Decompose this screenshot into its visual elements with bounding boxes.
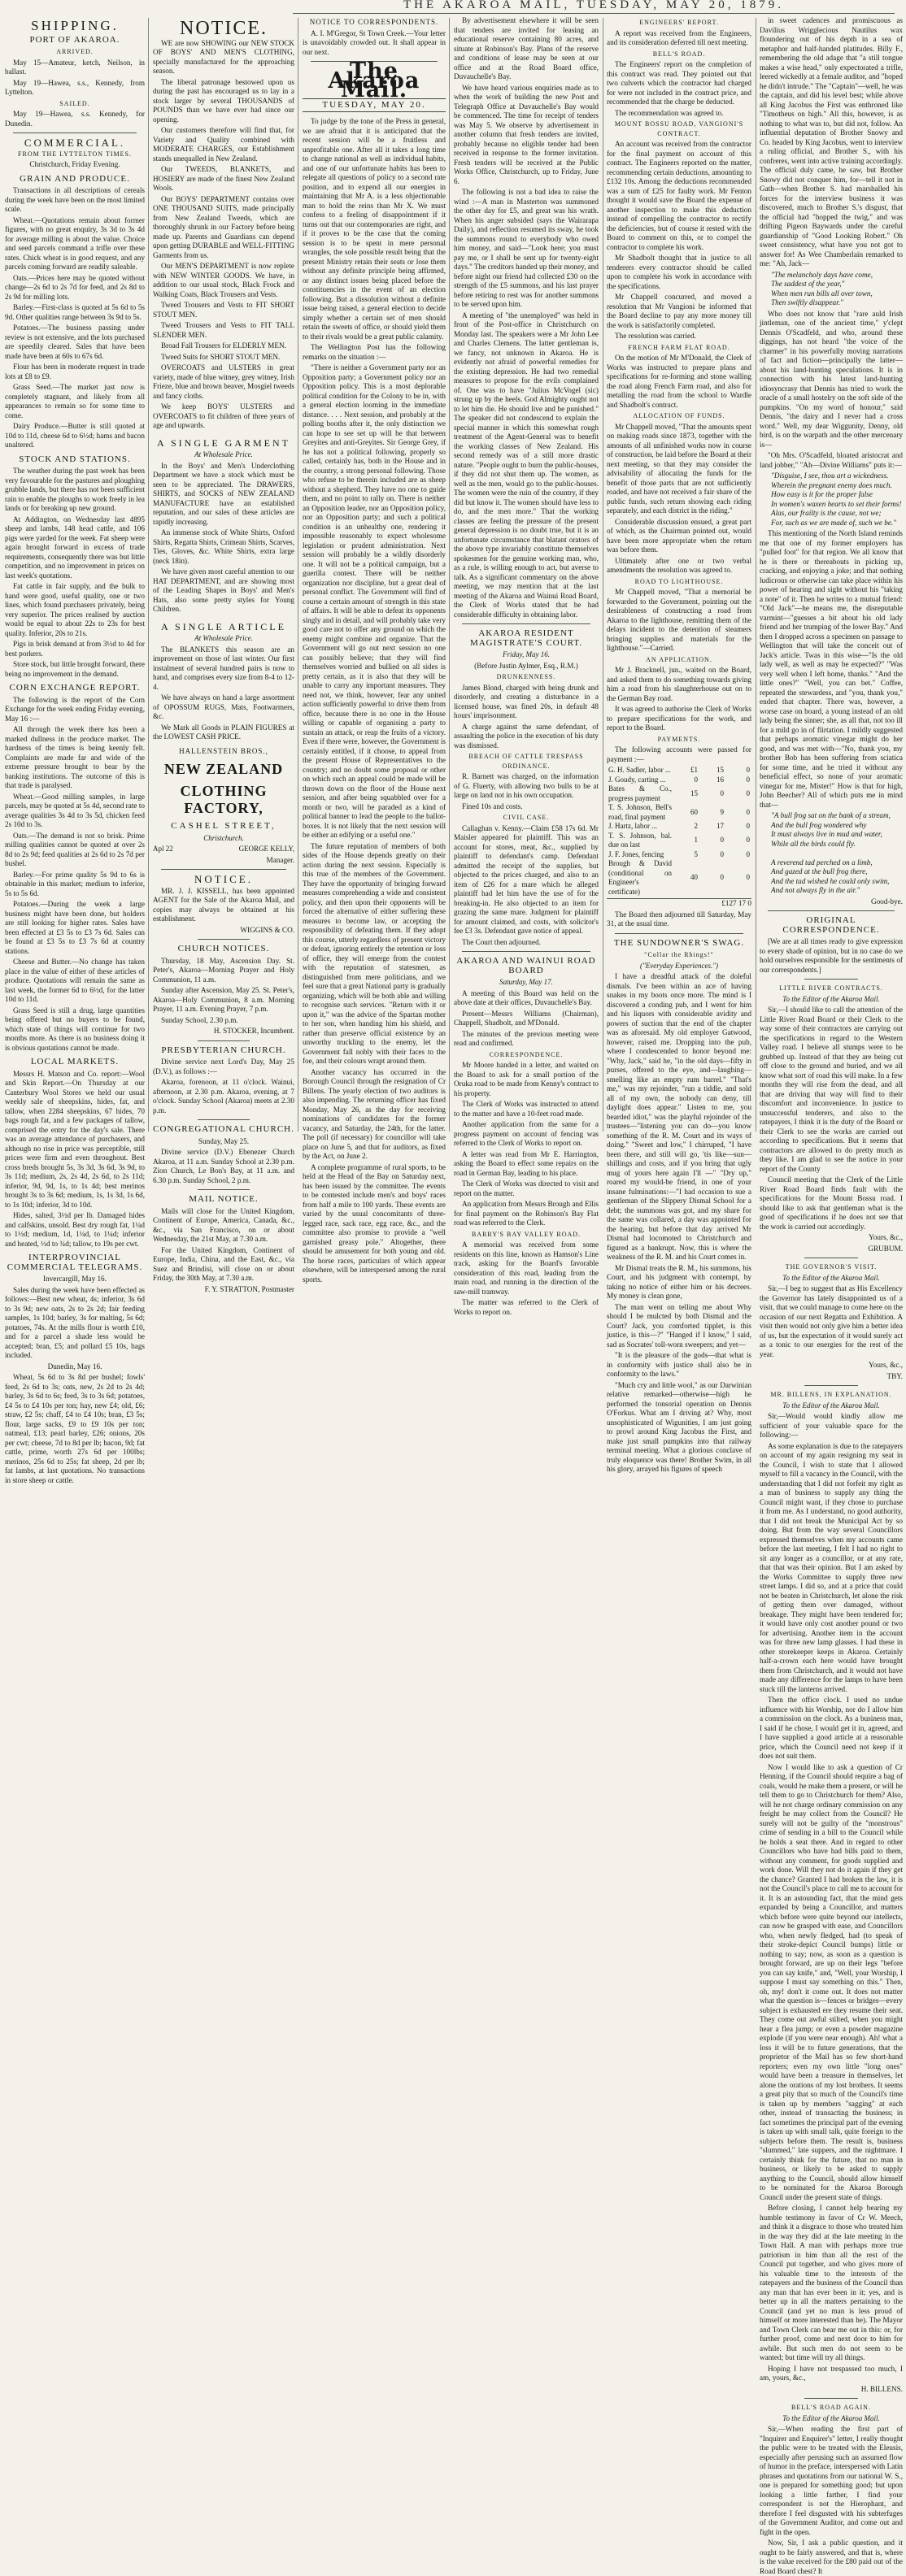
paragraph: Barley.—First-class is quoted at 5s 6d to 5s 9d. Other qualities range between 3s 9d to 5s. bbox=[5, 303, 145, 321]
firm-name: HALLENSTEIN BROS., bbox=[179, 746, 268, 755]
dateline: Sunday, May 25. bbox=[198, 1136, 250, 1145]
ledger-pounds: 1 bbox=[694, 836, 698, 845]
paragraph: As some explanation is due to the ratepayers on account of my again resigning my seat in the Council, I wish to state that I allowed myself to fill a vacancy in the Council, with the understanding that I did not forfeit my right as a man of business to supply any thing the Council might want, if they chose to purchase it from me. As I understand, no good authority, that I did not break the Municipal Act by so doing. But from the way several Councillors expressed themselves when my accounts came before the last meeting, I felt I had no right to sit any longer as a councillor, or at any rate, that that was their opinion. But I am asked by the Works Committee to supply three new street lamps. I did so, and at a price that could not be beaten in Christchurch, let alone the risk of getting them over damaged, without breakage. They might have been tendered for; it would have only cost another pound or two for advertising. Another item in the account was for three new lamp glasses. I had these in other storekeeper keeps in Akaroa. Certainly half-a-crown each here would have brought them from Christchurch, and it would not have made any difference for the lamps to have been stuck till the lanterns arrived. bbox=[760, 1441, 903, 1693]
paragraph: The resolution was carried. bbox=[615, 332, 697, 340]
letter-salutation: To the Editor of the Akaroa Mail. bbox=[782, 1273, 880, 1282]
ledger-item: J. Hartz, labor ... bbox=[608, 822, 657, 830]
grain-heading: GRAIN AND PRODUCE. bbox=[20, 173, 130, 184]
paragraph: "Much cry and little wool," as our Darwinian relative remarked—otherwise—high he performed the tonsorial operation on Dennis O'Forkus. What am I driving at? Why, most unsophisticated of Wigunities, I am just going to prowl around King Jacobus the First, and make just small pumpkins into that railway terminal meeting. What a glorious conclave of truly eloquence was there! Brother Swim, in all his glory, arrayed his figures of speech bbox=[607, 1380, 751, 1473]
paragraph: Mr Dismal treats the R. M., his summons, his Court, and his judgment with contempt, by taking no notice of either him or his decrees. My money is clean gone, bbox=[607, 1263, 751, 1300]
orig-heading: ORIGINAL CORRESPONDENCE. bbox=[782, 915, 880, 935]
ledger-pence: 0 bbox=[746, 807, 750, 816]
paragraph: Divine service (D.V.) Ebenezer Church Akaroa, at 11 a.m. Sunday School at 2.30 p.m. Zion Church, Le Bon's Bay, at 11 a.m. and 6.30 p.m. Sunday School, 2 p.m. bbox=[153, 1148, 294, 1184]
letter-salutation: To the Editor of the Akaroa Mail. bbox=[782, 2413, 880, 2422]
garment-subheading: At Wholesale Price. bbox=[194, 450, 253, 458]
factory-line-2: CLOTHING FACTORY, bbox=[180, 783, 268, 816]
paragraph: Sir,—When reading the first part of "Inquirer and Enquirer's" letter, I really thought the public were to be treated with the Eleusis, especially after perusing such an assumed flow of humor in the preface, interspersed with Latin phrases and quotations from our national W. S., one is prepared for something good; but upon looking a little farther, I find your correspondent is not the Hierophant, and therefore I feel disgusted with his subterfuges of the Government Auditor, and come out and fight in the open. bbox=[760, 2425, 903, 2536]
divider bbox=[198, 1040, 250, 1041]
notice2-heading: NOTICE. bbox=[194, 873, 253, 885]
paragraph: The man went on telling me about Why should I be mulcted by both Dismal and the Court? Jack, you comforted tipplet, is this justice, is this—?" "Hanged if I know," I said, sad as Socrates' toll-worn sweepers; and yet— bbox=[607, 1302, 751, 1349]
presby-heading: PRESBYTERIAN CHURCH. bbox=[161, 1045, 286, 1055]
paragraph: Our customers therefore will find that, for Variety and Quality combined with MODERATE CHARGES, our Establishment stands unequalled in New Zealand. bbox=[153, 126, 294, 163]
ledger-pounds: 60 bbox=[690, 807, 698, 816]
paragraph: The Court then adjourned. bbox=[462, 937, 541, 946]
paragraph: MR. J. J. KISSELL, has been appointed AGENT for the Sale of the Akaroa Mail, and copies may always be obtained at his establishment. bbox=[153, 886, 294, 923]
civil-heading: CIVIL CASE. bbox=[503, 814, 550, 821]
paragraph: Hoping I have not trespassed too much, I am, yours, &c., bbox=[760, 2364, 903, 2382]
board-date: Saturday, May 17. bbox=[499, 978, 553, 986]
court-date: Friday, May 16. bbox=[503, 650, 550, 658]
paragraph: Broad Fall Trousers for ELDERLY MEN. bbox=[161, 341, 286, 350]
mail-heading: MAIL NOTICE. bbox=[189, 1194, 259, 1204]
paragraph: Oats.—Prices here may be quoted without change—2s 6d to 2s 7d for feed, and 2s 8d to 2s 9d for milling lots. bbox=[5, 273, 145, 301]
divider bbox=[615, 933, 743, 934]
ledger-pounds: £1 bbox=[690, 766, 698, 774]
ledger-row bbox=[607, 766, 751, 775]
paragraph: Tweed Trousers and Vests to FIT TALL SLENDER MEN. bbox=[153, 321, 294, 339]
divider bbox=[462, 623, 590, 624]
gov-heading: THE GOVERNOR'S VISIT. bbox=[785, 1263, 878, 1271]
ledger-item: T. S. Johnson, Bell's road, final payment bbox=[608, 803, 672, 821]
ledger-shillings: 9 bbox=[720, 807, 724, 816]
eng-heading: ENGINEERS' REPORT. bbox=[639, 19, 719, 26]
barrys-heading: BARRY'S BAY VALLEY ROAD. bbox=[471, 1230, 581, 1238]
paragraph: Then the office clock. I used no undue influence with his Worship, nor do I allow him a commission on the clock. As a business man, I said if he chose, I would get it in, agreed, and I have supplied a good article at a reasonable price, which the Council need not keep if it does not suit them. bbox=[760, 1696, 903, 1760]
billens-heading: MR. BILLENS, IN EXPLANATION. bbox=[770, 1391, 892, 1398]
paragraph: Callaghan v. Kenny.—Claim £58 17s 6d. Mr Maisler appeared for plaintiff. This was an account for stores, meat, &c., supplied by plaintiff to defendant's camp. Defendant admitted the receipt of the supplies, but objected to the prices charged, and also to an item of £26 for a mare which he alleged plaintiff had let him have the use of for the breaking-in. He also objected to an item for grazing the same mare. Judgment for plaintiff for amount claimed, and costs, with solicitor's fee £3 3s. Defendant gave notice of appeal. bbox=[454, 823, 599, 935]
board-heading: AKAROA AND WAINUI ROAD BOARD bbox=[456, 956, 596, 975]
sailing-entry: May 19—Hawea, s.s. Kennedy, for Dunedin. bbox=[5, 110, 145, 128]
paragraph: The BLANKETS this season are an improvement on those of last winter. Our first instalment of several hundred pairs is now to hand, and comprises every size from 8-4 to 12-4. bbox=[153, 645, 294, 691]
ledger-shillings: 0 bbox=[720, 836, 724, 845]
paragraph: Council meeting that the Clerk of the Little River Road Board finds fault with the specifications for the Mount Bossu road. I should like to ask that gentleman what is the good of specifications if he does not see that the work is carried out accordingly. bbox=[760, 1175, 903, 1231]
paragraph: It was agreed to authorise the Clerk of Works to prepare specifications for the work, and report to the Board. bbox=[607, 705, 751, 732]
corn-heading: CORN EXCHANGE REPORT. bbox=[9, 683, 141, 693]
divider bbox=[804, 979, 858, 980]
signature: H. BILLENS. bbox=[860, 2384, 903, 2393]
verse: "The melancholy days have come, The saddest of the year," When men run bills all over town, Then swiftly disappear." bbox=[771, 270, 873, 306]
ledger-shillings: 0 bbox=[720, 849, 724, 858]
manager-row bbox=[153, 845, 294, 854]
paragraph: Thursday, 18 May, Ascension Day. St. Peter's, Akaroa—Morning Prayer and Holy Communion, 11 a.m. bbox=[153, 956, 294, 984]
paragraph: in sweet cadences and promiscuous as Davilius Wrigglecious Nautilus wax floundering out of his depth in a sea of metaphor and half-handed platitudes. Billy F., remembering the old adage that "a still tongue makes a wise head," only expectorated a trifle, leered wickedly at a female auditor, and "hoped he didn't intrude." The "Captain"—well, he was the captain, and did his level best; while above all King Jacobus the First was enthroned like "Timotheus on high." All this, however, is as nothing to what was to, but did not, follow. An influential deputation of Brother Snowy and Co. headed by King Jacobus, went to interview a ruling official, and Brother S., with his confreres, went into active training accordingly. The official duly came, he saw, but Brother Snowy did not conquer him, for—tell it not in Gath—when Brother S. had marshalled his forces for the interview business it was discovered, much to Brother S.'s disgust, that the official had "hopped the twig," and was drifting Pigeon Baywards under the careful guardianship of "Good Looking Robert." Oh sweet consistency, what have you not got to answer for! As Wee Chamberlain remarked to me: "Ah, Jack— bbox=[760, 16, 903, 267]
paragraph: We have given most careful attention to our HAT DEPARTMENT, and are showing most of the Leading Shapes in Boys' and Men's Hats, also some pretty styles for Young Children. bbox=[153, 567, 294, 613]
paragraph: Another vacancy has occurred in the Borough Council through the resignation of Cr Billens. The yearly election of two auditors is also impending. The returning officer has fixed Monday, May 26, as the day for receiving nominations of candidates for the former vacancy, and Saturday, the 24th, for the latter. The poll (if necessary) for councillor will take place on June 5, and that for auditors, as fixed by the Act, on June 2. bbox=[303, 1067, 446, 1160]
bellsroad-heading: BELL'S ROAD AGAIN. bbox=[791, 2404, 871, 2411]
paragraph: Now I would like to ask a question of Cr Henning, if the Council should require a bag of coals, would he make them a present, or will he tell them to go to Christchurch for them? Also, will he not charge ordinary commission on any freight he may collect from the Council? He surely will not be guilty of the "monstrous" crime of sending in a bill to the Council while he holds a seat there. And in regard to other Councillors who have had bills paid to them, without any comment, for goods supplied and work done. Will they not do it again if they get the chance? Granted I had broken the law, it is not the Council's place to call me to account for it. It is an astounding fact, that the mind gets expanded by being a Councillor, and matters which before were quite beyond our intellects, can now be grasped with ease, and Councillors who, when newly fledged, had (to speak of their stroke-depict Council bumps) little or nothing to say; now, as soon as a question is brought forward, are up on their legs "before you can say knife," and, "Well, your Worship, I suppose I must say something on this." Then, oh, my! don't it come out. It does not matter what the question is—fences or bridges—every subject is exhausted ere they resume their seat. They come out awful stilted, when you might hear a flea jump; or even a powder magazine explode (if you were near enough). Ah! what a loss it will be to future generations, that the proprietor of the Mail has so few short-hand reporters; even my own little "long ones" would have been a treasure in themselves, let alone the orations of my lost brothers. It seems a great pity that so much of the Council's time is taken up by members "sagging" at each other, instead of transacting the business; in fact sometimes the principal part of the evening is taken up with small talk, quite foreign to the subjects before them. The result is, business "slummed," late suppers, and the nightmare. I certainly think for the future, that no man in business, or likely to be asked to supply anything to the Council, should allow himself to be nominated for the Akaroa Borough Council under the present state of things. bbox=[760, 1762, 903, 2201]
paragraph: Potatoes.—The business passing under review is not extensive, and the lots purchased are speedily cleared. Sales that have been made have been at 60s to 67s 6d. bbox=[5, 324, 145, 360]
paragraph: Another application from the same for a progress payment on account of fencing was referred to the Clerk of Works to report on. bbox=[454, 1120, 599, 1147]
ledger-pounds: 5 bbox=[694, 849, 698, 858]
divider bbox=[768, 910, 895, 911]
paragraph: Oats.—The demand is not so brisk. Prime milling qualities cannot be quoted at over 2s 8d to 2s 9d; feed qualities at 2s 6d to 2s 7d per bushel. bbox=[5, 831, 145, 867]
paragraph: Wheat.—Quotations remain about former figures, with no great enquiry, 3s 3d to 3s 4d for average milling is about the value. Choice and seed parcels command a trifle over these rates. Chick wheat is in good request, and any parcels coming forward are readily saleable. bbox=[5, 215, 145, 271]
paragraph: For the United Kingdom, Continent of Europe, India, China, and the East, &c., via Suez and Brindisi, will close on or about Friday, the 30th May, at 7.30 a.m. bbox=[153, 1245, 294, 1282]
bells-heading: BELL'S ROAD. bbox=[652, 50, 706, 58]
ledger-shillings: 17 bbox=[717, 822, 724, 830]
paragraph: A charge against the same defendant, of assaulting the police in the execution of his duty was dismissed. bbox=[454, 722, 599, 749]
running-head: THE AKAROA MAIL, TUESDAY, MAY 20, 1879. bbox=[293, 0, 895, 14]
paragraph: Sir,—I beg to suggest that as His Excellency the Governor has lately disappointed us of a visit, that we could manage to come here on the occasion of our next Regatta and Exhibition. A visit then would not only give him a better idea of us, but the expectation of it would surely act as a tonic to our energies for the rest of the year. bbox=[760, 1284, 903, 1358]
dateline: Christchurch, Friday Evening. bbox=[29, 160, 120, 168]
street-address: CASHEL STREET, bbox=[171, 821, 277, 831]
city: Christchurch. bbox=[203, 833, 244, 842]
paragraph: The Board then adjourned till Saturday, May 31, at the usual time. bbox=[607, 910, 751, 927]
ledger-pence: 0 bbox=[746, 822, 750, 830]
paragraph: A memorial was received from some residents on this line, known as Hamson's Line track, asking for the Board's favorable consideration of this road, leading from the main road, and running in the direction of the saw-mill tramway. bbox=[454, 1240, 599, 1296]
article-subheading: At Wholesale Price. bbox=[194, 634, 253, 642]
paragraph: The following accounts were passed for payment :— bbox=[607, 745, 751, 763]
paragraph: Flour has been in moderate request in trade lots at £8 to £9. bbox=[5, 363, 145, 380]
paragraph: An immense stock of White Shirts, Oxford Shirts, Regatta Shirts, Crimean Shirts, Scarves, Ties, Gloves, &c. White Shirts, extra large (neck 18in). bbox=[153, 528, 294, 565]
editor-note: [We are at all times ready to give expression to every shade of opinion, but in no case do we hold ourselves responsible for the sentiments of our correspondents.] bbox=[760, 937, 903, 974]
paragraph: A report was received from the Engineers, and its consideration deferred till next meeting. bbox=[607, 28, 751, 46]
letter-salutation: To the Editor of the Akaroa Mail. bbox=[782, 1401, 880, 1410]
paragraph: R. Barnett was charged, on the information of G. Fluerty, with allowing two bulls to be at large on land not in his own occupation. bbox=[454, 772, 599, 799]
ledger-item: Brough & David (conditional on Engineer's certificate) bbox=[608, 859, 672, 896]
factory-line-1: NEW ZEALAND bbox=[163, 761, 284, 777]
paragraph: Transactions in all descriptions of cereals during the week have been on the most limited scale. bbox=[5, 186, 145, 213]
paragraph: WE are now SHOWING our NEW STOCK OF BOYS' AND MEN'S CLOTHING, specially manufactured for the approaching season. bbox=[153, 38, 294, 75]
paragraph: This mentioning of the North Island reminds me that one of my former employers has "pulled foot" for that region. We all know that he is there or thereabouts in picking up, cracking, and enjoying a joke; and that nothing ludicrous or otherwise can take place within his power of hearing and sight without his "taking a note" of it. Then he writes to a mutual friend: "Old Jack"—he means me, the disreputable varmint—"guesses a bit about his old lady friend and her trumping of the lower Bay." And then I dropped across a specimen on passage to Wellington that will take the conceit out of Jack's article. Twas in this wise—"Is the old lady well, as well as may be expected?" "Was very well when I left home, thanks." "And the little ones?" "Well, you can bet." Coffee, repeated the stewardess, and "you, thank you," ended that chapter. There was, however, a worse case on board, a young instead of an old lady being the sinner; she, as all that, not too ill for a mild go in of flirtation. I mildly suggested that perhaps aromatic vinegar might do her good, and was met with—"No, thank you, my brother Bob has been suffering from sciatica for some time, and he tried it without any beneficial effect, so none of your aromatic vinegar for me, Mister!" How is that for high, John Beecher? All of which puts me in mind that— bbox=[760, 529, 903, 809]
light-heading: ROAD TO LIGHTHOUSE. bbox=[634, 577, 724, 585]
congr-heading: CONGREGATIONAL CHURCH. bbox=[153, 1124, 294, 1134]
signature: Yours, &c., bbox=[869, 1361, 903, 1369]
verse: "Disguise, I see, thou art a wickedness. Wherein the pregnant enemy does much. How easy is it for the proper false In women's waxen hearts to set their forms! Alas, our frailty is the cause, not we; For, such as we are made of, such we be." bbox=[771, 471, 902, 527]
paragraph: To judge by the tone of the Press in general, we are afraid that it is anticipated that the recent session will be a fruitless and unprofitable one. After all it takes a long time to change national as well as individual habits, and one of our unfortunate habits has been to relegate all questions of policy to a second rate position, and to expend all our energies in maintaining that Mr A. is a less objectionable man to hold the reins than Mr X. We must confess to a feeling of disappointment if it turns out that our contemporaries are right, and if it proves to be the case that the coming session is to be spent in mere personal wrangles, the sole possible result being that the present Ministry retain their seats or lose them without any definite principle being affirmed, or any distinct issues being placed before the constituencies in the event of an election following. But a dissolution without a definite issue being raised, a general election to decide simply whether a certain set of men should retain the sweets of office, or should yield them to their rivals would be a great public calamity. bbox=[303, 117, 446, 341]
divider bbox=[198, 1189, 250, 1190]
paragraph: "There is neither a Government party nor an Opposition party; a Government policy nor an Opposition policy. This is a most deplorable political condition for the Colony to be in, with a general election looming in the immediate distance. . . . Next session, and probably at the polling booths after it, the only distinction we can hope to see set up will be that between Greyites and anti-Greyites. Sir George Grey, if he has not a political following, properly so called, certainly has, both in the House and in the country, a strong personal following. Those who refuse to be therein included are as sheep without a shepherd. They have no one to guide them, and no point to rally on. There is neither an Opposition leader, nor an Opposition policy, nor an Opposition party; and such a political condition is an unhealthy one, rendering it impossible reasonably to expect wholesome legislation or prudent administration. Next session will probably be a wildly disorderly one. It will not be a political campaign, but a guerilla contest. There will be neither organization nor discipline, but a great deal of personal conflict. The Government will find of course a certain amount of strength in this state of affairs. It will be able to defeat its opponents singly and in detail, and will probably take very good care not to offer any ground on which the enemy might combine and organize. That the Government will go out next session no one can possibly believe; that they will find themselves worried and bullied on all sides is pretty certain, as it is also that they will be unable to carry any important measures. They need not, we think, however, fear any united action sufficiently powerful to drive them from office, because there is no one in the House willing or capable of organising a party to sustain an attack, or reap the fruits of a victory. Even if there were, however, the Government is certainly entitled, if it choose, to appeal from the present House of Representatives to the country; and no doubt some proposal or other on which such an appeal could be made will be thrown down on the floor of the House next session, and after being squabbled over for a month or two, will be paraded as a kind of political banner to lead the people to the ballot-boxes. It is not likely that the next session will be either an edifying or a useful one." bbox=[303, 363, 446, 839]
paragraph: Present—Messrs Williams (Chairman), Chappell, Shadbolt, and M'Donald. bbox=[454, 1009, 599, 1027]
ledger-pence: 0 bbox=[746, 836, 750, 845]
paragraph: Our MEN'S DEPARTMENT is now replete with NEW WINTER GOODS. We have, in addition to our usual stock, Black Frock and Walking Coats, Black Trousers and Vests. bbox=[153, 262, 294, 298]
ledger-row bbox=[607, 803, 751, 822]
paragraph: We keep BOYS' ULSTERS and OVERCOATS to fit children of three years of age and upwards. bbox=[153, 402, 294, 429]
paragraph: In the Boys' and Men's Underclothing Department we have a stock which must be seen to be appreciated. The DRAWERS, SHIRTS, and SOCKS of NEW ZEALAND MANUFACTURE have an established reputation, and our sales of these articles are rapidly increasing. bbox=[153, 461, 294, 526]
ledger-shillings: 15 bbox=[717, 766, 724, 774]
column-4 bbox=[454, 16, 599, 1316]
paragraph: By advertisement elsewhere it will be seen that tenders are invited for leasing an educational reserve containing 80 acres, and situate at Robinson's Bay. Plans of the reserve and conditions of lease may be seen at our office and at the Road Board office, Duvauchelle's Bay. bbox=[454, 16, 599, 80]
ledger-shillings: 16 bbox=[717, 775, 724, 784]
paragraph: The matter was referred to the Clerk of Works to report on. bbox=[454, 1298, 599, 1316]
paragraph: Cheese and Butter.—No change has taken place in the value of either of these articles of produce. Quotations will remain the same as last week, the former 6d to 6½d, for the latter 10d to 11d. bbox=[5, 958, 145, 1003]
manager-date: Apl 22 bbox=[153, 845, 173, 853]
paragraph: Sir,—I should like to call the attention of the Little River Road Board or their Clerk to the way some of their contractors are carrying out the specifications in regard to the Western Valley road. I believe all stumps were to be grubbed up. Instead of that they are being cut off close to the ground and buried, and we all know what sort of road this will make. In a few months they will rise from the dead, and all that are driving that way will find to their discomfort and inconvenience. In justice to unsuccessful tenderers, and also to the ratepayers, I think it is the duty of the Board or their Clerk to see the works are carried out according to specifications. But it seems that contractors are allowed to do pretty much as they like. I am glad to see the notice in your report of the County bbox=[760, 1006, 903, 1173]
divider bbox=[462, 951, 590, 952]
paragraph: A complete programme of rural sports, to be held at the Head of the Bay on Saturday next, has been issued by the committee. The events to be contested include men's and boys' races from half a mile to 100 yards. These events are varied by the usual concomitants of three-legged race, sack race, egg race, &c., and the committee also promise to provide a "well garnished greasy pole." Altogether, there should be amusement for both young and old. The horse races, particulars of which appear elsewhere, will be interspersed among the rural sports. bbox=[303, 1162, 446, 1284]
payments-table bbox=[607, 766, 751, 897]
ledger-row bbox=[607, 850, 751, 860]
drunk-heading: DRUNKENNESS. bbox=[496, 673, 556, 680]
paragraph: A letter was read from Mr E. Harrington, asking the Board to effect some repairs on the road in German Bay, leading to his place. bbox=[454, 1149, 599, 1177]
article-heading: A SINGLE ARTICLE bbox=[161, 620, 286, 632]
paragraph: James Blond, charged with being drunk and disorderly, and creating a disturbance in a licensed house, was fined 20s, in default 48 hours' imprisonment. bbox=[454, 683, 599, 719]
signature: WIGGINS & CO. bbox=[240, 925, 294, 934]
swag-heading: THE SUNDOWNER'S SWAG. bbox=[613, 937, 745, 948]
paragraph: A meeting of this Board was held on the above date at their offices, Duvauchelle's Bay. bbox=[454, 988, 599, 1006]
paragraph: Mr Chappell concurred, and moved a resolution that Mr Vangioni be informed that the Board decline to pay any more money till the work is satisfactorily completed. bbox=[607, 293, 751, 329]
paragraph: Mails will close for the United Kingdom, Continent of Europe, America, Canada, &c., &c., via San Francisco, on or about Wednesday, the 21st May, at 7.30 a.m. bbox=[153, 1206, 294, 1243]
ledger-pounds: 15 bbox=[690, 788, 698, 797]
signature: Good-bye. bbox=[870, 897, 903, 906]
issue-date: TUESDAY, MAY 20. bbox=[303, 98, 446, 113]
commercial-heading: COMMERCIAL. bbox=[24, 137, 126, 149]
paragraph: An application from Messrs Brough and Ellis for final payment on the Robinson's Bay Flat road was referred to the Clerk. bbox=[454, 1200, 599, 1227]
signature: F. Y. STRATTON, Postmaster bbox=[204, 1284, 294, 1293]
ledger-pounds: 0 bbox=[694, 775, 698, 784]
paragraph: The Engineers' report on the completion of this contract was read. They pointed out that two culverts which the contractor had charged for were not included in the contract price, and recommended that the charge be deducted. bbox=[607, 60, 751, 106]
swag-subheading-2: ("Everyday Experiences.") bbox=[639, 961, 718, 970]
paragraph: Before closing, I cannot help bearing my humble testimony in favor of Cr W. Meech, and think it a disgrace to those who treated him in the way they did at the late meeting in the Town Hall. A man with perhaps more true patriotism in him than all the rest of the Council put together, and who gives more of his valuable time to the interests of the ratepayers and the business of the Council than any man that has ever been in it; yes, and is better up in all the matters pertaining to the Council (and yet no man is less proud of himself or more interested than he). The Mayor and Town Clerk can bear me out in this: or, for further proof, come and next door to him for awhile. But such men do not seem to be wanted; but time will try all things. bbox=[760, 2204, 903, 2361]
paragraph: Sales during the week have been effected as follows:—Best new wheat, 4s; inferior, 3s 6d to 3s 9d; new oats, 2s to 2s 2d; fair feeding samples, 1s 10d; barley, 3s for malting, 5s 6d; potatoes, 74s. At the mills flour is worth £10, and for a parcel a shade less would be accepted; bran, £5; and pollard £5 10s, bags included. bbox=[5, 1285, 145, 1359]
paragraph: We have heard various enquiries made as to when the work of building the new Post and Telegraph Office at Duvauchelle's Bay would be commenced. The time for receipt of tenders was May 5. We observe by advertisement in another column that fresh tenders are invited, probably because no eligible tender had been received in response to the former invitation. Fresh tenders will be received at the Public Works Office, Christchurch, up to Friday, June 6. bbox=[454, 83, 599, 185]
dateline: Dunedin, May 16. bbox=[47, 1362, 102, 1371]
ledger-pounds: 2 bbox=[694, 822, 698, 830]
ledger-shillings: 0 bbox=[720, 873, 724, 882]
signature: H. STOCKER, Incumbent. bbox=[213, 1027, 294, 1035]
paragraph: Tweed Suits for SHORT STOUT MEN. bbox=[161, 352, 281, 361]
inter-heading: INTERPROVINCIAL COMMERCIAL TELEGRAMS. bbox=[7, 1253, 143, 1272]
paragraph: Who does not know that "rare auld Irish jintleman, one of the ancient time," y'clept Dennis O'Scadfeld, and who, around these diggings, has not heard "the voice of the charmer" in his powerfully moving narrations of fact and fiction—principally the latter—about his land-hunting speculations. It is in connection with his latest land-hunting idiosyncrasy that Dennis has tried to work the oracle of a small hostelry on the soft side of the pumpkins. "On my word of honour," said Dennis, "the dairy and I never had a cross word." Well, my dear Wiggunity, Denny, old bird, is on the warpath and the other mercenary is— bbox=[760, 309, 903, 449]
ledger-row bbox=[607, 784, 751, 803]
arrived-label: ARRIVED. bbox=[56, 48, 94, 55]
paragraph: We have always on hand a large assortment of OPOSSUM RUGS, Mats, Footwarmers, &c. bbox=[153, 693, 294, 720]
ledger-item: J. F. Jones, fencing bbox=[608, 849, 664, 858]
paragraph: Mr Chappell moved, "That a memorial be forwarded to the Government, pointing out the desirableness of constructing a road from Akaroa to the lighthouse, remitting them of the delays incident to the detention of steamers bringing supplies and materials for the lighthouse."—Carried. bbox=[607, 588, 751, 652]
paragraph: Messrs H. Matson and Co. report:—Wool and Skin Report.—On Thursday at our Canterbury Wool Stores we held our usual weekly sale of sheepskins, hides, fat, and tallow, when 2284 sheepskins, 67 hides, 70 bags rough fat, and a few packages of tallow, comprised the entry for the day's sale. There was an average attendance of purchasers, and although no rise in price was perceptible, still prices were firm and even throughout. Best cross breds brought 5s, 3s 3d, 3s 6d, 3s 9d, to 3s 11d; medium, 2s, 2s 4d, 2s 6d, to 2s 11d; inferior, 9d, 9d, 1s, to 1s 4d; best merinos brought 3s to 3s 6d; medium, 1s, 1s 3d, 1s 6d, to 1s 10d; inferior, 3d to 10d. bbox=[5, 1069, 145, 1209]
paragraph: Considerable discussion ensued, a great part of which, as the Chairman pointed out, would have been more appropriate when the return was before them. bbox=[607, 517, 751, 554]
court-heading: AKAROA RESIDENT MAGISTRATE'S COURT. bbox=[469, 628, 583, 648]
paragraph: The recommendation was agreed to. bbox=[615, 108, 724, 117]
arrival-entry: May 19—Hawea, s.s., Kennedy, from Lyttelton. bbox=[5, 78, 145, 96]
breach-heading: BREACH OF CATTLE TRESPASS ORDINANCE. bbox=[468, 753, 584, 770]
divider bbox=[161, 869, 286, 870]
mount-heading: MOUNT BOSSU ROAD, VANGIONI'S CONTRACT. bbox=[614, 120, 744, 137]
signature: Yours, &c., bbox=[869, 1233, 903, 1241]
paragraph: Grass Seed is still a drug, large quantities being offered but no buyers to be found, which state of things will continue for two months more. As there is no business doing it is obvious quotations cannot be made. bbox=[5, 1006, 145, 1052]
ledger-pounds: 40 bbox=[690, 873, 698, 882]
paragraph: Mr J. Bracknell, jun., waited on the Board, and asked them to do something towards giving him a road from his slaughterhouse out on to the German Bay road. bbox=[607, 666, 751, 702]
column-rule bbox=[148, 18, 149, 1132]
paragraph: The minutes of the previous meeting were read and confirmed. bbox=[454, 1029, 599, 1047]
column-5 bbox=[607, 16, 751, 1473]
ledger-pence: 0 bbox=[746, 873, 750, 882]
column-1 bbox=[5, 16, 145, 1484]
stock-heading: STOCK AND STATIONS. bbox=[19, 454, 131, 464]
paragraph: Now, Sir, I ask a public question, and it ought to be fairly answered, and that is, where is the value received for the £80 paid out of the Road Board chest? It bbox=[760, 2539, 903, 2575]
paragraph: The future reputation of members of both sides of the House depends greatly on their action during the next session. Especially is this true of the members of the Government. They have the opportunity of bringing forward measures comprehending a wide and consistent policy, and then upon their opponents will be forced the alternative of either suffering these measures to become law, or accepting the responsibility of defeating them. If they adopt this course, utterly regardless of present victory or defeat, ignoring entirely the retention or loss of office, they will emerge from the contest with the reputation of statesmen, as distinguished from mere politicians, and we feel sure that a great National party is gradually organizing, which will be both able and willing to recognise such services. "Return with it or upon it," was the advice of the Spartan mother to her son, when handing him his shield, and rather than preserve official existence by an unworthy truckling to the enemy, let the Government fall nobly with their faces to the foe, and their colours wrapt around them. bbox=[303, 841, 446, 1065]
paragraph: "Oh Mrs. O'Scadfeld, bloated aristocrat and land jobber," "Ah—Divine Williams" puts it:— bbox=[760, 451, 903, 469]
paragraph: Store stock, but little brought forward, there being no improvement in the demand. bbox=[5, 660, 145, 678]
court-before: (Before Justin Aylmer, Esq., R.M.) bbox=[474, 661, 578, 670]
paragraph: The Clerk of Works was instructed to attend to the matter and have a 10-feet road made. bbox=[454, 1100, 599, 1118]
column-2 bbox=[153, 16, 294, 1293]
ledger-item: Bates & Co., progress payment bbox=[608, 784, 672, 802]
paragraph: Tweed Trousers and Vests to FIT SHORT STOUT MEN. bbox=[153, 301, 294, 319]
paragraph: We Mark all Goods in PLAIN FIGURES at the LOWEST CASH PRICE. bbox=[153, 723, 294, 741]
port-heading: PORT OF AKAROA. bbox=[29, 34, 120, 45]
paragraph: Potatoes.—During the week a large business might have been done, but holders are still looking for higher rates. Sales have been effected at £3 5s to £3 7s 6d. Sales can be found at £3 5s to £3 7s 6d at country stations. bbox=[5, 900, 145, 955]
paragraph: OVERCOATS and ULSTERS in great variety, made of blue witney, grey witney, Irish Frieze, blue and brown beaver, Mosgiel tweeds and fancy cloths. bbox=[153, 363, 294, 400]
paragraph: The following is not a bad idea to raise the wind :—A man in Masterton was summoned the other day for £5, and great was his wrath. When his anger subsided (says the Wairarapa Daily), and reflection resumed its sway, he took the summons round to everybody who owed him money, and said—"Look here; you must pay me, or I shall be sent up for twenty-eight days." The creditors handed up their money, and before night our friend had collected £30 on the strength of the £5 summons, and his last prayer before retiring to rest was for another summons to be served upon him. bbox=[454, 188, 599, 308]
paragraph: Akaroa, forenoon, at 11 o'clock. Wainui, afternoon, at 2.30 p.m. Akaroa, evening, at 7 o'clock. Sunday School (Akaroa) meets at 2.30 p.m. bbox=[153, 1078, 294, 1114]
paragraph: The Clerk of Works was directed to visit and report on the matter. bbox=[454, 1179, 599, 1197]
corresp-heading: CORRESPONDENCE. bbox=[489, 1050, 564, 1058]
paragraph: The Wellington Post has the following remarks on the situation :— bbox=[303, 343, 446, 361]
column-6 bbox=[760, 16, 903, 2575]
paragraph: Barley.—For prime quality 5s 9d to 6s is obtainable in this market; medium to inferior, 5s to 5s 6d. bbox=[5, 870, 145, 897]
paragraph: Mr Chappell moved, "That the amounts spent on making roads since 1873, together with the amounts of all unfinished works now in course of construction, be laid before the Board at their next meeting, so that they may consider the advisability of allocating the funds for the benefit of those parts that are not sufficiently roaded, and have not received a fair share of the public funds, such return showing each riding separately, and each district in the riding." bbox=[607, 422, 751, 515]
paragraph: The following is the report of the Corn Exchange for the week ending Friday evening, May 16 :— bbox=[5, 695, 145, 723]
shipping-heading: SHIPPING. bbox=[31, 18, 119, 33]
divider bbox=[198, 1119, 250, 1120]
paragraph: Fined 10s and costs. bbox=[462, 801, 523, 810]
signature: TBY. bbox=[886, 1371, 903, 1380]
paragraph: Wheat.—Good milling samples, in large parcels, may be quoted at 5s 4d, second rate to average qualities 3s 4d to 3s 5d, chicken feed 2s 10d to 3s. bbox=[5, 792, 145, 828]
paragraph: Wheat, 5s 6d to 3s 8d per bushel; fowls' feed, 2s 6d to 3s; oats, new, 2s 2d to 2s 4d; barley, 3s 6d to 6s; feed, 3s to 3s 6d; potatoes, £4 5s to £4 10s per ton; hay, new £4; old, £6; straw, £2 5s; chaff, £4 to £4 10s; bran, £3 5s; flour, large sacks, £9 to £9 10s per ton; oatmeal, £13; pearl barley, £26; onions, 20s per cwt; cheese, 7d to 8d per lb; bacon, 9d; fat cattle, prime, worth 27s 6d per 100lbs; merinos, 25s 6d to 25s; fat sheep, 2d per lb; fat lambs, at last quotations. No transactions in store sheep or cattle. bbox=[5, 1373, 145, 1484]
paragraph: Sir,—Would would kindly allow me sufficient of your valuable space for the following:— bbox=[760, 1412, 903, 1439]
ledger-pence: 0 bbox=[746, 849, 750, 858]
pay-heading: PAYMENTS. bbox=[657, 735, 701, 743]
paragraph: An account was received from the contractor for the final payment on account of this contract. The Engineers reported on the matter, recommending certain deductions, amounting to £132 10s. Among the deductions recommended was a sum of £25 for faulty work. Mr Fenton thought it would save the Board the expense of another inspection to make this deduction instead of compelling the contractor to rectify the deficiencies, but of course it rested with the Board to comment on this, or to compel the contractor to complete his work. bbox=[607, 140, 751, 251]
paragraph: Mr Shadbolt thought that in justice to all tenderers every contractor should be called upon to complete his work in accordance with the specifications. bbox=[607, 254, 751, 290]
french-heading: FRENCH FARM FLAT ROAD. bbox=[628, 343, 730, 351]
ledger-item: T. S. Johnson, bal. due on last bbox=[608, 831, 672, 849]
paragraph: On the motion of Mr M'Donald, the Clerk of Works was instructed to prepare plans and specifications for re-forming and stone walling the road along French Farm road, and also for metalling the road from the school to Wardle and Shadbolt's contract. bbox=[607, 354, 751, 409]
sailed-label: SAILED. bbox=[59, 99, 90, 107]
paragraph: Pigs in brisk demand at from 3½d to 4d for best porkers. bbox=[5, 640, 145, 658]
ledger-shillings: 0 bbox=[720, 788, 724, 797]
ledger-item: J. Goudy, carting ... bbox=[608, 775, 666, 784]
dateline: Invercargill, May 16. bbox=[43, 1275, 107, 1283]
masthead: The Akaroa Mail. bbox=[328, 59, 420, 102]
garment-heading: A SINGLE GARMENT bbox=[157, 437, 290, 449]
ledger-pence: 0 bbox=[746, 775, 750, 784]
divider bbox=[804, 1385, 858, 1386]
paragraph: Our BOYS' DEPARTMENT contains over ONE THOUSAND SUITS, made principally from New Zealand Tweeds, which are thoroughly shrunk in our Factory before being made up. Parents and Guardians can depend upon getting DURABLE and WELL-FITTING Garments from us. bbox=[153, 194, 294, 259]
arrival-entry: May 15—Amateur, ketch, Neilson, in ballast. bbox=[5, 58, 145, 76]
local-heading: LOCAL MARKETS. bbox=[30, 1057, 120, 1066]
notice-heading: NOTICE. bbox=[180, 18, 268, 39]
column-3 bbox=[303, 16, 446, 1284]
ledger-row bbox=[607, 832, 751, 850]
paragraph: Mr Moore handed in a letter, and waited on the Board to ask for a small portion of the Oruka road to be made from Kenny's contract to his property. bbox=[454, 1061, 599, 1097]
corr-heading: NOTICE TO CORRESPONDENTS. bbox=[309, 18, 439, 26]
divider bbox=[13, 132, 137, 133]
ledger-row bbox=[607, 775, 751, 785]
paragraph: Fat cattle in fair supply, and the bulk to hand were good, useful quality, one or two lines, which found purchasers privately, being very superior. The prices realised by auction would be equal to about 22s to 23s for best quality. Inferior, 20s to 21s. bbox=[5, 582, 145, 637]
paragraph: At Addington, on Wednesday last 4895 sheep and lambs, 148 head cattle, and 106 pigs were yarded for the week. Fat sheep were again brought forward in excess of trade requirements, consequently there was but little competition, and no improvement in prices on last week's quotations. bbox=[5, 515, 145, 580]
divider bbox=[804, 2398, 858, 2399]
paragraph: The liberal patronage bestowed upon us during the past has encouraged us to lay in a stock larger by several THOUSANDS of POUNDS than we have ever had since our opening. bbox=[153, 77, 294, 124]
church-heading: CHURCH NOTICES. bbox=[177, 944, 270, 954]
alloc-heading: ALLOCATION OF FUNDS. bbox=[633, 412, 725, 419]
ledger-pence: 0 bbox=[746, 766, 750, 774]
paragraph: Ultimately after one or two verbal amendments the resolution was agreed to. bbox=[607, 556, 751, 574]
manager-title: Manager. bbox=[266, 855, 294, 864]
paragraph: Sunday after Ascension, May 25. St. Peter's, Akaroa—Holy Communion, 8 a.m. Morning Prayer, 11 a.m. Evening Prayer, 7 p.m. bbox=[153, 986, 294, 1013]
ledger-item: G. H. Sadler, labor ... bbox=[608, 766, 671, 774]
paragraph: "It is the pleasure of the gods—that what is in conformity with justice shall also be in conformity to the laws." bbox=[607, 1351, 751, 1378]
verse: "A bull frog sat on the bank of a stream, And the bull frog wondered why It must always live in mud and water, While all the birds could fly. A reverend tad perched on a limb, And gazed at the bull frog there, And the tad wished he could only swim, And not always fly in the air." bbox=[771, 811, 891, 894]
paragraph: A. I. M'Gregor, St Town Creek.—Your letter is unavoidably crowded out. It shall appear in our next. bbox=[303, 28, 446, 56]
ledger-row bbox=[607, 859, 751, 897]
paragraph: The weather during the past week has been very favourable for the pastures and ploughing grubble lands, but there has not been sufficient rain to enable the ploughs to work freely in lea lands or for breaking up new ground. bbox=[5, 467, 145, 512]
column-rule bbox=[449, 18, 450, 1132]
paragraph: Hides, salted, 3½d per lb. Damaged hides and calfskins, unsold. Best dry rough fat, 1¼d to 1½d; medium, 1d, 1¼d, to 1¼d; inferior and heated, ½d to ¾d; tallow, to 19s per cwt. bbox=[5, 1211, 145, 1248]
ledger-pence: 0 bbox=[746, 788, 750, 797]
signature: GRUBUM. bbox=[868, 1244, 903, 1253]
paragraph: Divine service next Lord's Day, May 25 (D.V.), as follows :— bbox=[153, 1058, 294, 1075]
paragraph: All through the week there has been a marked dullness in the produce market. The hardness of the times is being keenly felt. Complaints are made far and wide of the extreme pressure brought to bear by the banking institutions. The outcome of this is that trade is paralysed. bbox=[5, 725, 145, 789]
paragraph: Our TWEEDS, BLANKETS, and HOSIERY are made of the finest New Zealand Wools. bbox=[153, 165, 294, 192]
manager-name: GEORGE KELLY, bbox=[238, 845, 294, 853]
source-credit: FROM THE LYTTELTON TIMES. bbox=[18, 150, 132, 158]
paragraph: Dairy Produce.—Butter is still quoted at 10d to 11d, cheese 6d to 6½d; hams and bacon unaltered. bbox=[5, 422, 145, 449]
lr-heading: LITTLE RIVER CONTRACTS. bbox=[779, 984, 883, 992]
paragraph: Grass Seed.—The market just now is completely stagnant, and likely from all appearances to remain so for some time to come. bbox=[5, 383, 145, 419]
ledger-row bbox=[607, 822, 751, 832]
paragraph: A meeting of "the unemployed" was held in front of the Post-office in Christchurch on Monday last. The speakers were a Mr John Lee and Charles Clemens. The latter gentleman is, we fancy, not unknown in Akaroa. He is evidently not afraid of powerful remedies for the existing depression. He had two remedial measures to propose for the evils complained of. One was to have "Julius McVogel (sic) strung up by the heels. God Almighty ought not to let him die. He should live and be punished." The speaker did not condescend to explain the special manner in which this somewhat rough treatment of the Agent-General was to benefit the working classes of New Zealand. His second remedy was of a still more drastic nature. "People ought to burn the public-houses, if they did not shut them up. The women, as well as the men, would go to the public-houses. The women were the ruin of the country, if they did but know it. The women should have less to do, and the men more." That the working classes are feeling the pressure of the present general depression is no doubt true, but it is an unfortunate circumstance that blatant orators of the above type invariably constitute themselves spokesmen for the genuine working man, who, as a rule, is willing enough to act, but averse to talk. As a significant commentary on the above meeting, we may mention that at the last meeting of the Akaroa and Wainui Road Board, the Clerk of Works stated that he had considerable difficulty in obtaining labor. bbox=[454, 311, 599, 619]
swag-subheading: "Collar the Rhings!" bbox=[644, 951, 714, 958]
paragraph: I have a dreadful attack of the doleful dismals. I've been within an ace of having snakes in my boots once more. The mind is I discovered a conding pub, and I went for him and his liquors with considerable avidity and powers of suction that the end of the chapter was as aforesaid. My old employer Gatwood, however, raised me. Dropping into the pub, where I condescended to honor beyond me: "Why, Jack," said he, "in the old days—fifty in purses, offered to the eye, and—laughing—smelling like an empty rum barrel." "That's me," was my rejoinder, "run a tiddle, and sold all of my own, the nobody can deny, till daylight does appear." Listen to me, you bearded idiot," was the playful rejoinder of the trustees—"listening you can do—you know something of the R. M. Court and its ways of doing." "Sweet and low," I chirruped, "I have been there, and still will go, 'tis like—sun—shillings and costs, and if you bring that ugly mug of yours here again I'll —" "Dry up," roared my would-be friend, in one of your insane fulminations:—"I had occasion to sue a gentleman of the Slippery Dismal School for a debt; the summons was got, and my share for the same was collared, a day was appointed for the hearing, but before that day arrived Mr Dismal had locomoted to Christchurch and figured as a bankrupt. Now, this is where the weakness of the R. M. and his Court comes in. bbox=[607, 972, 751, 1261]
appl-heading: AN APPLICATION. bbox=[646, 655, 712, 663]
ledger-total: £127 17 0 bbox=[607, 898, 751, 909]
paragraph: Sunday School, 2.30 p.m. bbox=[161, 1015, 238, 1024]
divider bbox=[198, 939, 250, 940]
letter-salutation: To the Editor of the Akaroa Mail. bbox=[782, 994, 880, 1003]
